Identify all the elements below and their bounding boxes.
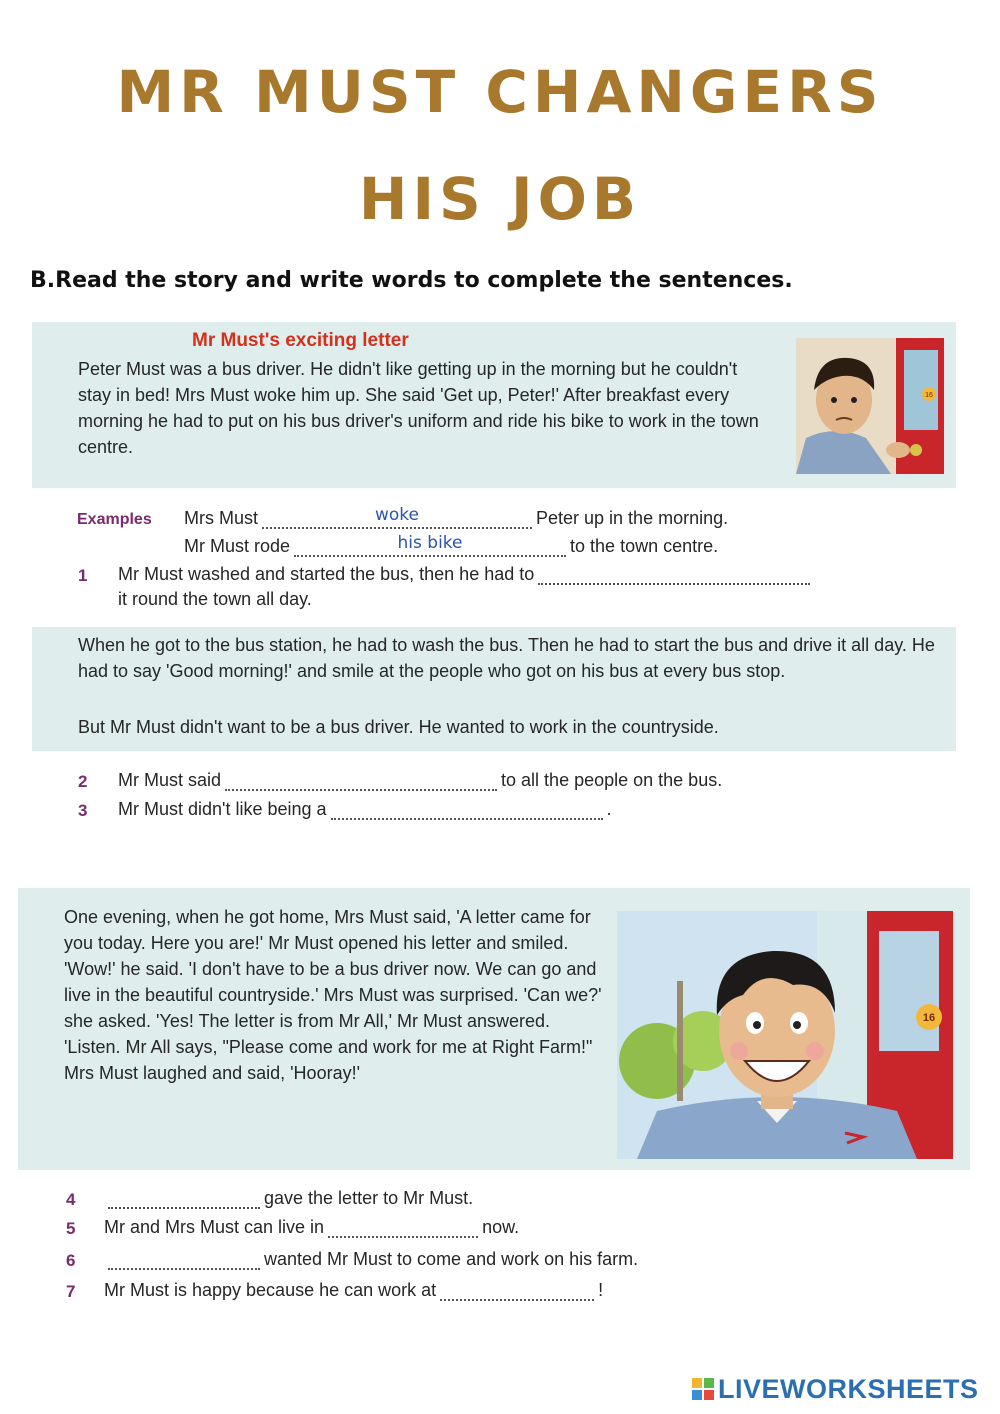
question-3-after: . (606, 799, 612, 819)
question-2-before: Mr Must said (118, 770, 222, 790)
story-paragraph-2: When he got to the bus station, he had to wash the bus. Then he had to start the bus and drive it all day. He had to say 'Good morning!' and smile at the people who got on his bus at every bus stop. (78, 635, 935, 681)
question-1-line2: it round the town all day. (118, 589, 312, 609)
question-3-blank[interactable] (331, 798, 603, 820)
question-7-before: Mr Must is happy because he can work at (104, 1280, 437, 1300)
question-4-blank[interactable] (108, 1187, 260, 1209)
question-5-after: now. (482, 1217, 520, 1237)
story-paragraph-1: Peter Must was a bus driver. He didn't like getting up in the morning but he couldn't stay in bed! Mrs Must woke him up. She said 'Get up, Peter!' After breakfast every morning he had to put on his bus driver's uniform and ride his bike to work in the town centre. (78, 359, 759, 457)
example-2-blank (294, 535, 566, 557)
question-6-blank[interactable] (108, 1248, 260, 1270)
question-7-blank[interactable] (440, 1279, 594, 1301)
story-paragraph-4: One evening, when he got home, Mrs Must said, 'A letter came for you today. Here you are!' Mr Must opened his letter and smiled. 'Wow!' he said. 'I don't have to be a bus driver now. We can go and live in the beautiful countryside.' Mrs Must was surprised. 'Can we?' she asked. 'Yes! The letter is from Mr All,' Mr Must answered. 'Listen. Mr All says, "Please come and work for me at Right Farm!" Mrs Must laughed and said, 'Hooray!' (64, 907, 602, 1083)
question-1 (118, 563, 814, 585)
question-3 (118, 798, 612, 820)
bus-number: 16 (922, 1012, 936, 1024)
example-2-before: Mr Must rode (184, 536, 291, 556)
bus-number-small: 16 (925, 392, 933, 399)
question-7-after: ! (598, 1280, 604, 1300)
question-6-after: wanted Mr Must to come and work on his farm. (264, 1249, 639, 1269)
question-2-number: 2 (78, 772, 88, 791)
question-7 (104, 1279, 603, 1301)
page-title-line2: HIS JOB (358, 165, 642, 233)
example-2-after: to the town centre. (570, 536, 719, 556)
bus-driver-sad-illustration (796, 338, 944, 474)
examples-label: Examples (77, 511, 152, 528)
example-1-answer: woke (374, 505, 419, 525)
question-3-number: 3 (78, 801, 88, 820)
story-title: Mr Must's exciting letter (192, 330, 409, 351)
question-1-blank[interactable] (538, 563, 810, 585)
story-paragraph-3: But Mr Must didn't want to be a bus driver. He wanted to work in the countryside. (78, 717, 719, 737)
question-2-after: to all the people on the bus. (501, 770, 723, 790)
question-2-blank[interactable] (225, 769, 497, 791)
question-5-blank[interactable] (328, 1216, 478, 1238)
question-6 (104, 1248, 638, 1270)
question-5-before: Mr and Mrs Must can live in (104, 1217, 325, 1237)
logo-blocks-icon (692, 1378, 714, 1400)
example-1 (184, 507, 728, 529)
question-4 (104, 1187, 473, 1209)
liveworksheets-logo (692, 1374, 979, 1405)
question-4-number: 4 (66, 1190, 76, 1209)
example-1-before: Mrs Must (184, 508, 258, 528)
question-4-after: gave the letter to Mr Must. (264, 1188, 474, 1208)
example-1-blank (262, 507, 532, 529)
question-6-number: 6 (66, 1251, 76, 1270)
question-5 (104, 1216, 519, 1238)
logo-text: LIVEWORKSHEETS (718, 1374, 979, 1404)
question-2 (118, 769, 722, 791)
question-1-text: Mr Must washed and started the bus, then he had to (118, 564, 535, 584)
bus-driver-happy-illustration (617, 911, 953, 1159)
example-2 (184, 535, 718, 557)
question-1-number: 1 (78, 566, 88, 585)
question-5-number: 5 (66, 1219, 76, 1238)
instruction: B.Read the story and write words to complete the sentences. (30, 268, 793, 293)
example-1-after: Peter up in the morning. (536, 508, 729, 528)
question-7-number: 7 (66, 1282, 76, 1301)
question-3-before: Mr Must didn't like being a (118, 799, 327, 819)
example-2-answer: his bike (397, 533, 463, 553)
page-title-line1: MR MUST CHANGERS (116, 58, 884, 126)
